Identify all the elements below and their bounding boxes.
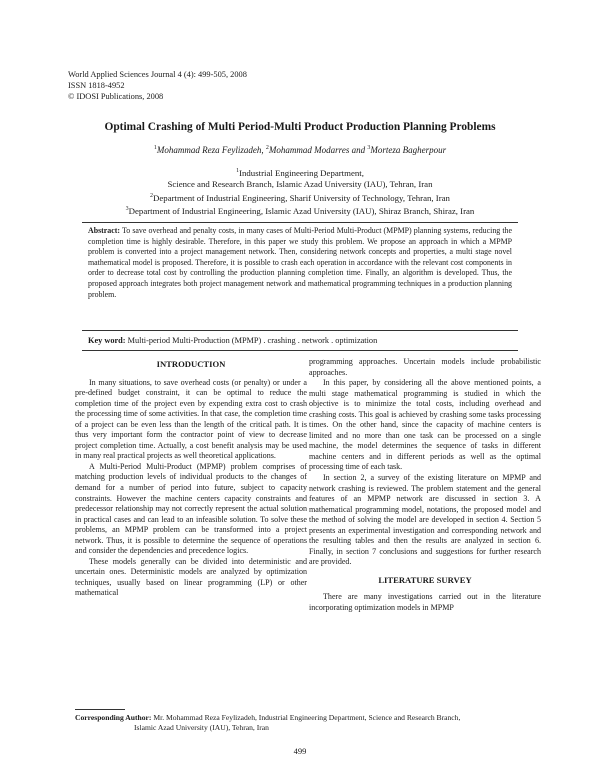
- affiliation-1-line2: Science and Research Branch, Islamic Azad University (IAU), Tehran, Iran: [167, 179, 433, 190]
- page-number: 499: [293, 746, 307, 756]
- affiliation-2-sup: 2: [150, 192, 154, 199]
- right-paragraph-2: In section 2, a survey of the existing literature on MPMP and network crashing is reviewed. The problem statement and the general features of an MPMP network are discussed in section 3. A mathematical programming model, notations, the proposed model and the method of solving the model are developed in section 4. Section 5 presents an experimental investigation and corresponding network and the resulting tables and then the results are analyzed in section 6. Finally, in section 7 conclusions and suggestions for further research are provided.: [309, 473, 541, 567]
- author-2-sup: 2: [265, 145, 269, 151]
- right-paragraph-0: programming approaches. Uncertain models include probabilistic approaches.: [309, 357, 541, 377]
- journal-citation: World Applied Sciences Journal 4 (4): 499-505, 2008: [68, 70, 247, 79]
- left-column: [75, 359, 307, 599]
- affiliations: [0, 166, 600, 217]
- author-list: [0, 145, 600, 155]
- abstract-bottom-rule: [82, 330, 518, 331]
- corresponding-label: Corresponding Author:: [75, 713, 152, 722]
- journal-info: [68, 70, 247, 102]
- literature-survey-heading: LITERATURE SURVEY: [378, 574, 472, 585]
- affiliation-3-sup: 3: [125, 205, 129, 212]
- right-paragraph-1: In this paper, by considering all the above mentioned points, a multi stage mathematical programming is studied in which the objective is to minimize the total costs, including overhead and crashing costs. This goal is achieved by crashing some tasks processing times. On the other hand, since the capacity of machine centers is limited and no more than one task can be processed on a single machine, the model determines the sequence of tasks in different machine centers and in different periods as well as the optimal processing time of each task.: [309, 378, 541, 472]
- corresponding-author: [75, 713, 535, 734]
- journal-copyright: © IDOSI Publications, 2008: [68, 91, 164, 101]
- author-1-sup: 1: [153, 145, 157, 151]
- abstract-label: Abstract:: [88, 226, 120, 235]
- author-2: Mohammad Modarres and: [268, 145, 368, 155]
- affiliation-2: Department of Industrial Engineering, Sharif University of Technology, Tehran, Iran: [153, 192, 450, 203]
- keywords: [88, 336, 377, 345]
- footnote-rule: [75, 709, 125, 710]
- keywords-label: Key word:: [88, 336, 126, 345]
- right-column: [309, 357, 541, 614]
- keywords-text: Multi-period Multi-Production (MPMP) . crashing . network . optimization: [125, 336, 378, 345]
- author-1: Mohammad Reza Feylizadeh,: [156, 145, 266, 155]
- affiliation-1-line1: Industrial Engineering Department,: [239, 167, 364, 178]
- corresponding-line2: Islamic Azad University (IAU), Tehran, Iran: [134, 723, 269, 733]
- corresponding-text: Mr. Mohammad Reza Feylizadeh, Industrial Engineering Department, Science and Research Branch,: [151, 713, 461, 722]
- abstract-top-rule: [82, 222, 518, 223]
- paper-title: Optimal Crashing of Multi Period-Multi Product Production Planning Problems: [104, 121, 496, 133]
- abstract-text: To save overhead and penalty costs, in many cases of Multi-Period Multi-Product (MPMP) planning systems, reducing the completion time is highly desirable. Therefore, in this paper we study this problem. We propose an approach in which a MPMP problem is converted into a project management network. Then, considering network concepts and properties, a multi stage novel mathematical model is proposed. Therefore, it is possible to crash each operation in accordance with the relevant cost components in order to decrease total cost by controlling the production planning completion time. Finally, an algorithm is developed. Thus, the proposed approach integrates both project management network and mathematical programming techniques in a production planning problem.: [88, 226, 512, 299]
- affiliation-1-sup: 1: [236, 168, 240, 174]
- author-3-sup: 3: [367, 145, 371, 151]
- abstract: [88, 226, 512, 300]
- introduction-heading: INTRODUCTION: [156, 359, 226, 369]
- author-3: Morteza Bagherpour: [370, 145, 447, 155]
- journal-issn: ISSN 1818-4952: [68, 80, 125, 90]
- affiliation-3: Department of Industrial Engineering, Islamic Azad University (IAU), Shiraz Branch, Shiraz, Iran: [128, 205, 475, 216]
- intro-paragraph-3: These models generally can be divided into deterministic and uncertain ones. Deterministic models are analyzed by optimization techniques, usually based on linear programming (LP) or other mathematical: [75, 556, 307, 598]
- intro-paragraph-1: In many situations, to save overhead costs (or penalty) or under a pre-defined budget constraint, it can be optimal to reduce the completion time of the project even by expending extra cost to crash the processing time of some activities. In that case, the completion time of a project can be even less than the length of the critical path. It is thus very important form the contractor point of view to decrease project completion time. Actually, a cost benefit analysis may be used in many real practical projects as well theoretical applications.: [75, 377, 307, 461]
- intro-paragraph-2: A Multi-Period Multi-Product (MPMP) problem comprises of matching production levels of individual products to the changes of demand for a number of period into future, subject to capacity constraints. However the machine centers capacity constraints and predecessor relationship may not correctly represent the actual solution in practical cases and can lead to an infeasible solution. To solve these problems, an MPMP problem can be transformed into a project network. Thus, it is possible to determine the sequence of operations and consider the dependencies and precedence logics.: [75, 461, 307, 556]
- literature-paragraph-1: There are many investigations carried out in the literature incorporating optimization models in MPMP: [309, 592, 541, 613]
- keywords-bottom-rule: [82, 350, 518, 351]
